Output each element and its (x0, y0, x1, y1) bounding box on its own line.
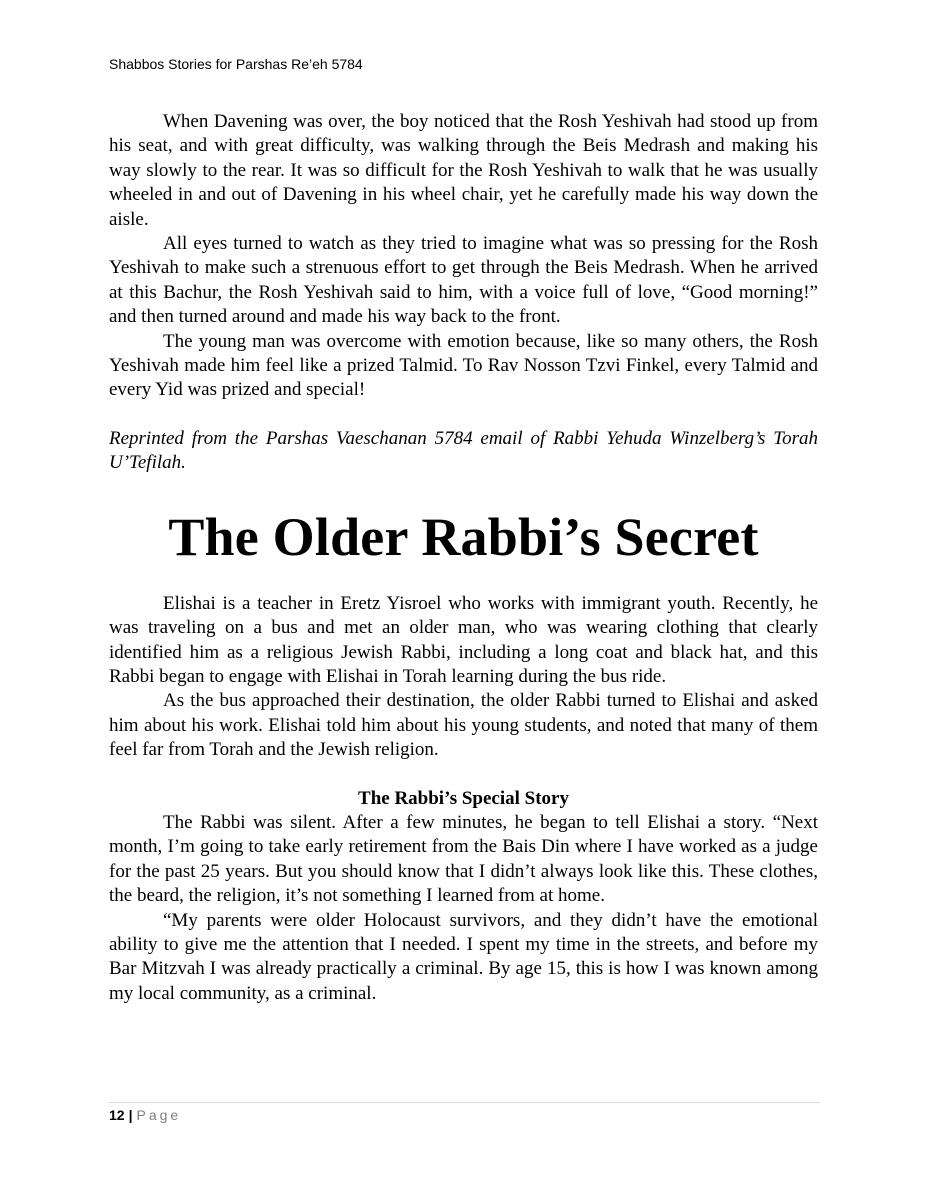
page-number: 12 (109, 1107, 125, 1123)
story-body (109, 592, 818, 1007)
story-title: The Older Rabbi’s Secret (168, 506, 759, 567)
body-paragraph: Elishai is a teacher in Eretz Yisroel who works with immigrant youth. Recently, he was traveling on a bus and met an older man, who was wearing clothing that clearly identified him as a religious Jewish Rabbi, including a long coat and black hat, and this Rabbi began to engage with Elishai in Torah learning during the bus ride. (109, 592, 818, 687)
footer-divider (109, 1102, 820, 1103)
body-paragraph: As the bus approached their destination, the older Rabbi turned to Elishai and asked him about his work. Elishai told him about his young students, and noted that many of them feel far from Torah and the Jewish religion. (109, 690, 818, 761)
body-paragraph: The Rabbi was silent. After a few minutes, he began to tell Elishai a story. “Next month, I’m going to take early retirement from the Bais Din where I have worked as a judge for the past 25 years. But you should know that I didn’t always look like this. These clothes, the beard, the religion, it’s not something I learned from at home. (109, 811, 818, 907)
page-label: Page (136, 1107, 182, 1123)
running-header: Shabbos Stories for Parshas Re’eh 5784 (109, 56, 363, 72)
story-continuation (109, 110, 818, 476)
body-paragraph: “My parents were older Holocaust survivors, and they didn’t have the emotional ability to give me the attention that I needed. I spent my time in the streets, and before my Bar Mitzvah I was already practically a criminal. By age 15, this is how I was known among my local community, as a criminal. (109, 909, 818, 1004)
section-subheading: The Rabbi’s Special Story (358, 787, 569, 809)
body-paragraph: All eyes turned to watch as they tried to imagine what was so pressing for the Rosh Yeshivah to make such a strenuous effort to get through the Beis Medrash. When he arrived at this Bachur, the Rosh Yeshivah said to him, with a voice full of love, “Good morning!” and then turned around and made his way back to the front. (109, 233, 818, 328)
footer-separator: | (128, 1107, 133, 1123)
reprint-note: Reprinted from the Parshas Vaeschanan 5784 email of Rabbi Yehuda Winzelberg’s Torah U’Tefilah. (109, 427, 818, 474)
page-body (109, 110, 818, 1006)
body-paragraph: When Davening was over, the boy noticed that the Rosh Yeshivah had stood up from his seat, and with great difficulty, was walking through the Beis Medrash and making his way slowly to the rear. It was so difficult for the Rosh Yeshivah to walk that he was usually wheeled in and out of Davening in his wheel chair, yet he carefully made his way down the aisle. (109, 111, 818, 230)
body-paragraph: The young man was overcome with emotion because, like so many others, the Rosh Yeshivah made him feel like a prized Talmid. To Rav Nosson Tzvi Finkel, every Talmid and every Yid was prized and special! (109, 330, 818, 401)
page-footer (109, 1106, 181, 1124)
